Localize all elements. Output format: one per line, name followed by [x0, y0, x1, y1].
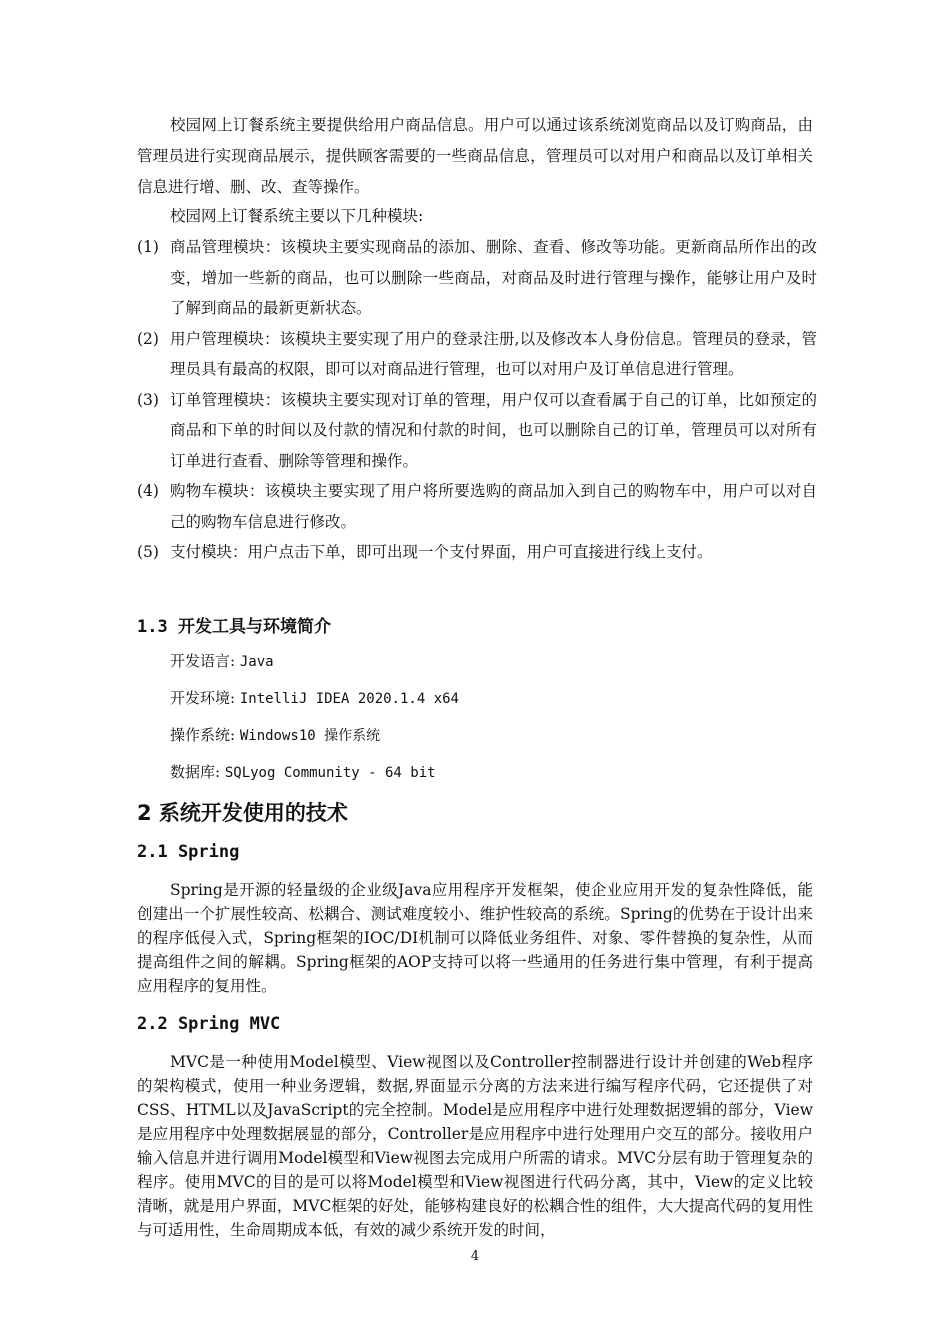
list-item-text: 商品管理模块：该模块主要实现商品的添加、删除、查看、修改等功能。更新商品所作出的改变，增加一些新的商品，也可以删除一些商品，对商品及时进行管理与操作，能够让用户及时了解到商品的最新更新状态。: [170, 238, 817, 317]
section-2-1-body: Spring是开源的轻量级的企业级Java应用程序开发框架，使企业应用开发的复杂性降低，能创建出一个扩展性较高、松耦合、测试难度较小、维护性较高的系统。Spring的优势在于设计出来的程序低侵入式，Spring框架的IOC/DI机制可以降低业务组件、对象、零件替换的复杂性，从而提高组件之间的解耦。Spring框架的AOP支持可以将一些通用的任务进行集中管理，有利于提高应用程序的复用性。: [137, 881, 813, 995]
list-item-number: (5): [137, 543, 159, 561]
env-value: IntelliJ IDEA 2020.1.4 x64: [239, 691, 459, 707]
list-item: [137, 232, 817, 324]
env-label: 开发语言:: [170, 652, 236, 670]
list-item-number: (1): [137, 238, 159, 256]
list-item-text: 用户管理模块：该模块主要实现了用户的登录注册,以及修改本人身份信息。管理员的登录，管理员具有最高的权限，即可以对商品进行管理，也可以对用户及订单信息进行管理。: [170, 329, 817, 378]
section-heading-2-1: 2.1 Spring: [137, 842, 240, 862]
env-item-language: [170, 650, 274, 671]
env-label: 开发环境:: [170, 689, 236, 707]
list-item-number: (3): [137, 390, 159, 409]
list-item: [137, 385, 817, 477]
list-item-number: (2): [137, 329, 159, 348]
list-item: [137, 476, 817, 537]
env-label: 操作系统:: [170, 726, 236, 744]
list-item-text: 支付模块：用户点击下单，即可出现一个支付界面，用户可直接进行线上支付。: [170, 543, 713, 561]
list-item: [137, 537, 817, 568]
env-item-ide: [170, 687, 459, 708]
env-value: Java: [239, 654, 274, 670]
section-heading-2-2: 2.2 Spring MVC: [137, 1014, 281, 1034]
module-list: [137, 232, 817, 568]
section-2-2-body: MVC是一种使用Model模型、View视图以及Controller控制器进行设计并创建的Web程序的架构模式，使用一种业务逻辑，数据,界面显示分离的方法来进行编写程序代码，它还提供了对CSS、HTML以及JavaScript的完全控制。Model是应用程序中进行处理数据逻辑的部分，View是应用程序中处理数据展显的部分，Controller是应用程序中进行处理用户交互的部分。接收用户输入信息并进行调用Model模型和View视图去完成用户所需的请求。MVC分层有助于管理复杂的程序。使用MVC的目的是可以将Model模型和View视图进行代码分离，其中，View的定义比较清晰，就是用户界面，MVC框架的好处，能够构建良好的松耦合性的组件，大大提高代码的复用性与可适用性，生命周期成本低，有效的减少系统开发的时间，: [137, 1053, 813, 1239]
chapter-heading-2: 2 系统开发使用的技术: [137, 801, 348, 825]
list-item-text: 购物车模块：该模块主要实现了用户将所要选购的商品加入到自己的购物车中，用户可以对自己的购物车信息进行修改。: [170, 482, 817, 531]
list-item-number: (4): [137, 482, 159, 500]
list-item-text: 订单管理模块：该模块主要实现对订单的管理，用户仅可以查看属于自己的订单，比如预定的商品和下单的时间以及付款的情况和付款的时间，也可以删除自己的订单，管理员可以对所有订单进行查看、删除等管理和操作。: [170, 390, 817, 470]
intro-paragraph: 校园网上订餐系统主要提供给用户商品信息。用户可以通过该系统浏览商品以及订购商品，由管理员进行实现商品展示，提供顾客需要的一些商品信息，管理员可以对用户和商品以及订单相关信息进行增、删、改、查等操作。: [137, 116, 813, 196]
env-value: SQLyog Community - 64 bit: [224, 765, 436, 781]
env-item-database: [170, 761, 436, 782]
env-item-os: [170, 724, 380, 745]
env-label: 数据库:: [170, 763, 221, 781]
list-item: [137, 324, 817, 385]
modules-intro: 校园网上订餐系统主要以下几种模块:: [170, 207, 424, 225]
env-value: Windows10 操作系统: [239, 728, 381, 744]
page-number: 4: [470, 1249, 480, 1264]
section-heading-1-3: 1.3 开发工具与环境简介: [137, 617, 331, 637]
